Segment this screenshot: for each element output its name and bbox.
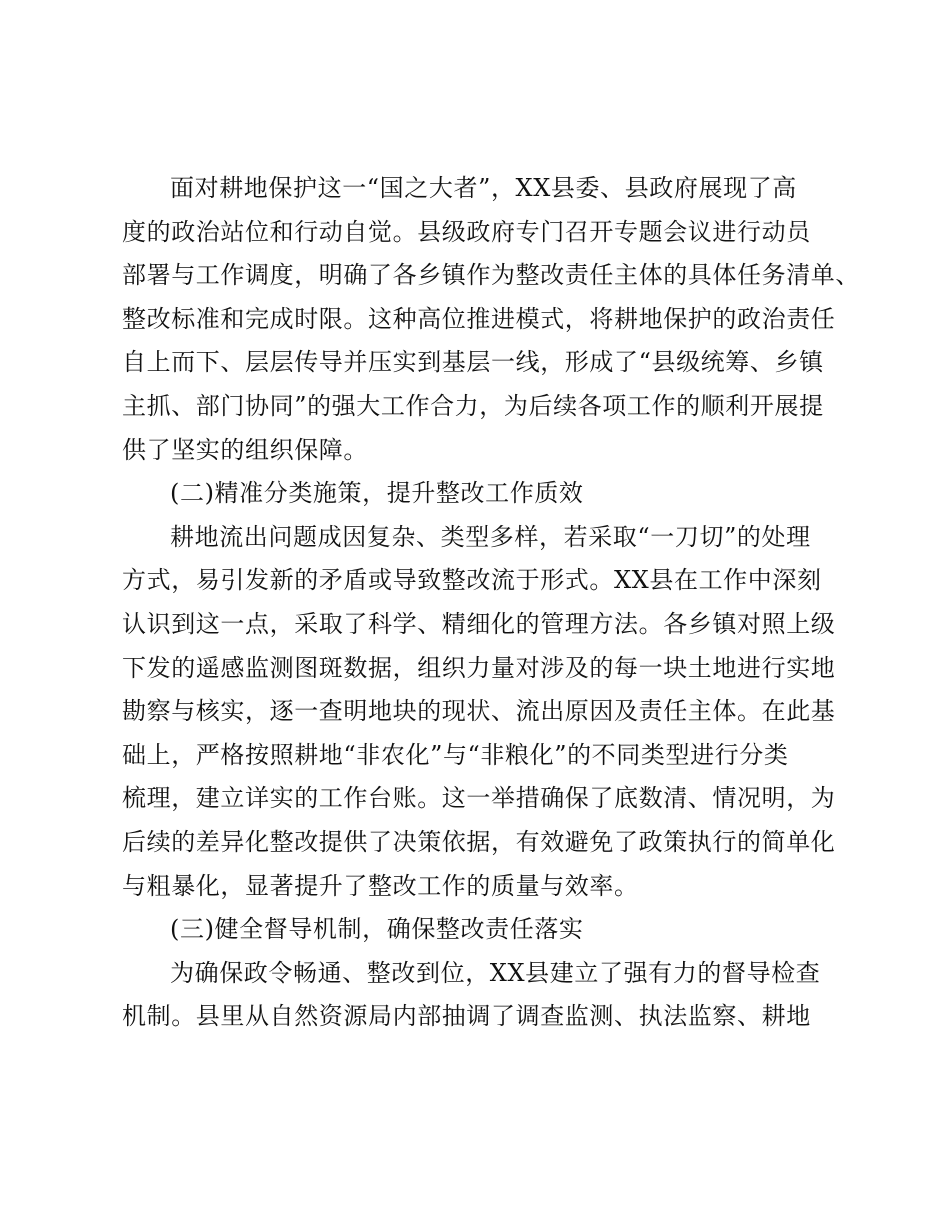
text-line: 方式，易引发新的矛盾或导致整改流于形式。XX县在工作中深刻 [122, 566, 822, 595]
text-line: 梳理，建立详实的工作台账。这一举措确保了底数清、情况明，为 [122, 784, 836, 813]
text-line: 度的政治站位和行动自觉。县级政府专门召开专题会议进行动员 [122, 217, 811, 246]
section-heading: (三)健全督导机制，确保整改责任落实 [170, 915, 584, 944]
text-line: 部署与工作调度，明确了各乡镇作为整改责任主体的具体任务清单、 [122, 261, 860, 290]
text-line: 后续的差异化整改提供了决策依据，有效避免了政策执行的简单化 [122, 828, 836, 856]
text-line: 为确保政令畅通、整改到位，XX县建立了强有力的督导检查 [170, 958, 821, 987]
text-line: 供了坚实的组织保障。 [122, 435, 368, 464]
text-line: 面对耕地保护这一“国之大者”，XX县委、县政府展现了高 [170, 174, 797, 202]
text-line: 机制。县里从自然资源局内部抽调了调查监测、执法监察、耕地 [122, 1002, 811, 1031]
section-heading: (二)精准分类施策，提升整改工作质效 [170, 479, 584, 508]
text-line: 认识到这一点，采取了科学、精细化的管理方法。各乡镇对照上级 [122, 610, 836, 638]
text-line: 耕地流出问题成因复杂、类型多样，若采取“一刀切”的处理 [170, 522, 811, 551]
text-line: 自上而下、层层传导并压实到基层一线，形成了“县级统筹、乡镇 [122, 348, 824, 377]
text-line: 下发的遥感监测图斑数据，组织力量对涉及的每一块土地进行实地 [122, 653, 836, 682]
text-line: 础上，严格按照耕地“非农化”与“非粮化”的不同类型进行分类 [122, 740, 789, 769]
text-line: 勘察与核实，逐一查明地块的现状、流出原因及责任主体。在此基 [122, 697, 836, 726]
text-line: 整改标准和完成时限。这种高位推进模式，将耕地保护的政治责任 [122, 304, 836, 333]
text-line: 主抓、部门协同”的强大工作合力，为后续各项工作的顺利开展提 [122, 392, 824, 420]
text-line: 与粗暴化，显著提升了整改工作的质量与效率。 [122, 871, 639, 900]
